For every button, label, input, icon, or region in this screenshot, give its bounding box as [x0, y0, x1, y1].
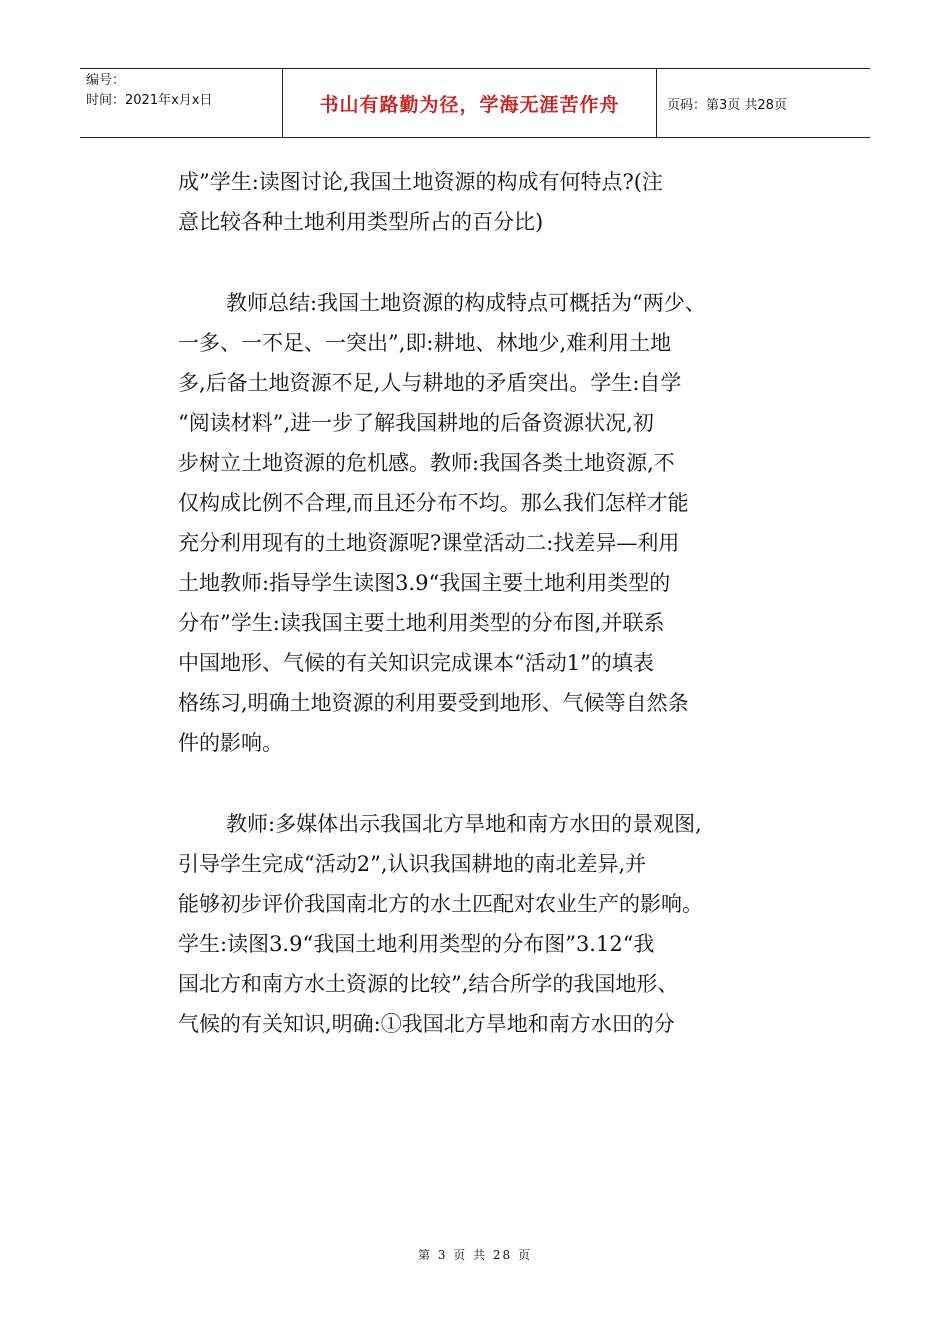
text-line: 引导学生完成“活动2”,认识我国耕地的南北差异,并: [178, 852, 647, 876]
text-line: 能够初步评价我国南北方的水土匹配对农业生产的影响。: [178, 892, 703, 916]
text-line: 成”学生:读图讨论,我国土地资源的构成有何特点?(注: [178, 170, 663, 194]
text-line: 气候的有关知识,明确:①我国北方旱地和南方水田的分: [178, 1012, 675, 1036]
text-line: 中国地形、气候的有关知识完成课本“活动1”的填表: [178, 651, 654, 675]
document-number-label: 编号：: [86, 73, 126, 88]
text-line: 分布”学生:读我国主要土地利用类型的分布图,并联系: [178, 611, 665, 635]
text-line: 步树立土地资源的危机感。教师:我国各类土地资源,不: [178, 451, 675, 475]
paragraph-2: [178, 283, 818, 763]
header-motto: 书山有路勤为径，学海无涯苦作舟: [283, 69, 657, 137]
text-line: 国北方和南方水土资源的比较”,结合所学的我国地形、: [178, 972, 679, 996]
text-line: 意比较各种土地利用类型所占的百分比): [178, 210, 544, 234]
document-body: [178, 162, 818, 1044]
page-header: [80, 68, 870, 138]
text-line: “阅读材料”,进一步了解我国耕地的后备资源状况,初: [178, 411, 654, 435]
text-line: 件的影响。: [178, 731, 283, 755]
document-date-label: 时间：2021年x月x日: [86, 93, 213, 108]
paragraph-3: [178, 804, 818, 1044]
text-line: 教师:多媒体出示我国北方旱地和南方水田的景观图,: [226, 812, 702, 836]
text-line: 一多、一不足、一突出”,即:耕地、林地少,难利用土地: [178, 331, 672, 355]
page-footer: 第 3 页 共 28 页: [418, 1248, 532, 1262]
text-line: 土地教师:指导学生读图3.9“我国主要土地利用类型的: [178, 571, 671, 595]
text-line: 多,后备土地资源不足,人与耕地的矛盾突出。学生:自学: [178, 371, 682, 395]
text-line: 充分利用现有的土地资源呢?课堂活动二:找差异—利用: [178, 531, 680, 555]
header-page-info: 页码：第3页 共28页: [667, 97, 787, 113]
header-meta: [80, 69, 283, 137]
text-line: 学生:读图3.9“我国土地利用类型的分布图”3.12“我: [178, 932, 655, 956]
text-line: 仅构成比例不合理,而且还分布不均。那么我们怎样才能: [178, 491, 689, 515]
paragraph-1: [178, 162, 818, 242]
text-line: 格练习,明确土地资源的利用要受到地形、气候等自然条: [178, 691, 689, 715]
text-line: 教师总结:我国土地资源的构成特点可概括为“两少、: [226, 291, 706, 315]
